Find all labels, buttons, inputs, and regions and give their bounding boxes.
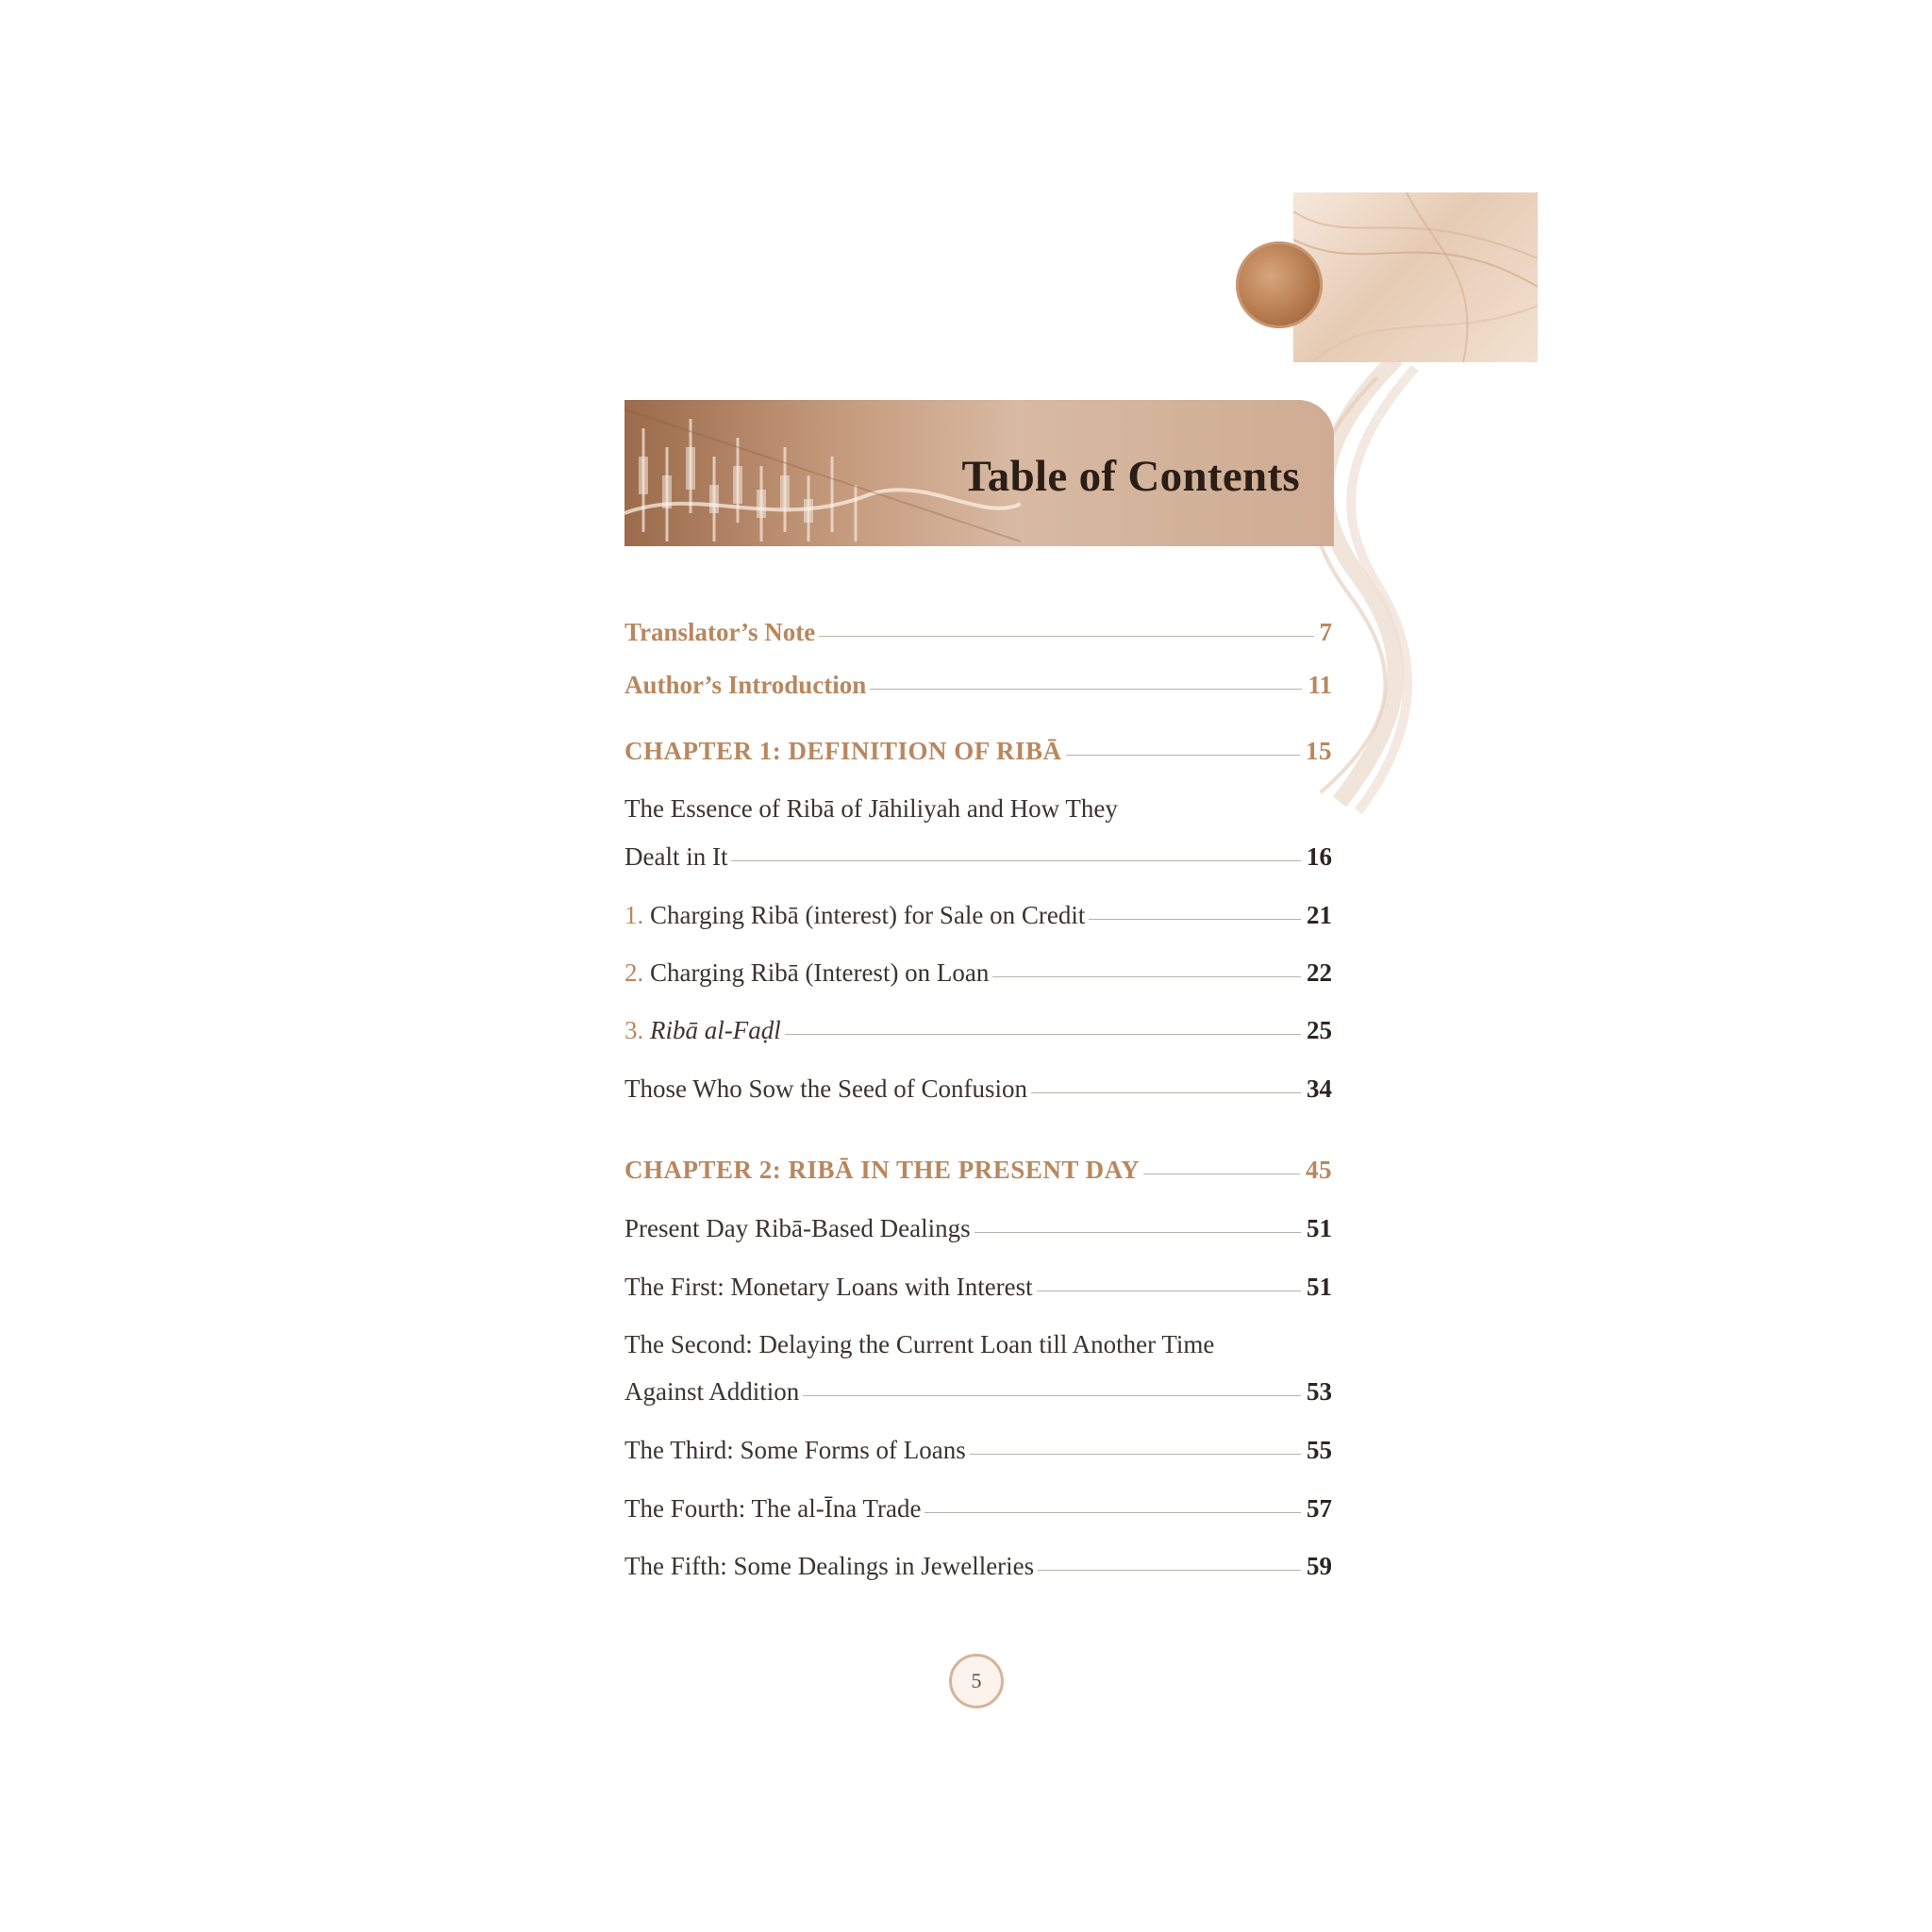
toc-page-number: 34 bbox=[1307, 1074, 1332, 1103]
page-number-badge: 5 bbox=[949, 1654, 1004, 1708]
leader-dots bbox=[1031, 1092, 1301, 1093]
toc-entry-label: The Third: Some Forms of Loans bbox=[625, 1436, 966, 1464]
toc-entry-sow-seed-confusion[interactable] bbox=[625, 1074, 1332, 1104]
toc-entry-label: The Second: Delaying the Current Loan till Another Time bbox=[625, 1330, 1215, 1358]
toc-page-number: 59 bbox=[1307, 1552, 1332, 1580]
toc-entry-the-second[interactable] bbox=[625, 1377, 1332, 1407]
toc-page-number: 21 bbox=[1307, 901, 1332, 929]
toc-entry-riba-al-fadl[interactable] bbox=[625, 1016, 1332, 1045]
leader-dots bbox=[731, 860, 1301, 861]
toc-chapter-label: CHAPTER 2: RIBĀ IN THE PRESENT DAY bbox=[625, 1156, 1141, 1184]
leader-dots bbox=[924, 1512, 1301, 1513]
toc-page-number: 55 bbox=[1307, 1436, 1332, 1464]
toc-entry-authors-introduction[interactable] bbox=[625, 671, 1332, 700]
toc-entry-essence-line1[interactable] bbox=[625, 794, 1332, 824]
toc-entry-present-day-dealings[interactable] bbox=[625, 1214, 1332, 1243]
toc-entry-charging-riba-loan[interactable] bbox=[625, 958, 1332, 988]
toc-page-number: 7 bbox=[1319, 618, 1332, 646]
toc-page-number: 51 bbox=[1307, 1214, 1332, 1242]
decorative-corner-image bbox=[1293, 192, 1538, 362]
toc-page-number: 15 bbox=[1306, 737, 1332, 765]
header-banner bbox=[625, 400, 1334, 546]
toc-entry-label: Against Addition bbox=[625, 1377, 800, 1406]
leader-dots bbox=[1066, 755, 1300, 756]
toc-page-number: 16 bbox=[1307, 842, 1332, 871]
toc-entry-translators-note[interactable] bbox=[625, 618, 1332, 647]
toc-entry-chapter-1[interactable] bbox=[625, 737, 1332, 766]
toc-page-number: 51 bbox=[1307, 1273, 1332, 1301]
toc-page-number: 22 bbox=[1307, 958, 1332, 987]
toc-entry-label: The Fourth: The al-Īna Trade bbox=[625, 1494, 922, 1523]
toc-entry-the-second-line1[interactable] bbox=[625, 1330, 1332, 1359]
leader-dots bbox=[974, 1232, 1301, 1233]
toc-entry-essence[interactable] bbox=[625, 842, 1332, 872]
leader-dots bbox=[1038, 1570, 1301, 1571]
toc-entry-chapter-2[interactable] bbox=[625, 1156, 1332, 1185]
toc-page-number: 25 bbox=[1307, 1016, 1332, 1044]
toc-entry-the-first[interactable] bbox=[625, 1273, 1332, 1302]
page-title: Table of Contents bbox=[961, 452, 1300, 501]
toc-entry-the-fourth[interactable] bbox=[625, 1494, 1332, 1524]
toc-page-number: 53 bbox=[1307, 1377, 1332, 1406]
toc-entry-label: Author’s Introduction bbox=[625, 671, 867, 699]
leader-dots bbox=[992, 976, 1301, 977]
toc-entry-label: Charging Ribā (interest) for Sale on Credit bbox=[650, 901, 1086, 929]
list-number: 3. bbox=[625, 1016, 644, 1044]
toc-entry-label: Ribā al-Faḍl bbox=[650, 1016, 781, 1044]
toc-entry-label: Translator’s Note bbox=[625, 618, 816, 646]
list-number: 1. bbox=[625, 901, 644, 929]
toc-entry-charging-riba-credit[interactable] bbox=[625, 901, 1332, 930]
toc-entry-the-fifth[interactable] bbox=[625, 1552, 1332, 1581]
toc-entry-label: The First: Monetary Loans with Interest bbox=[625, 1273, 1033, 1301]
toc-page-number: 57 bbox=[1307, 1494, 1332, 1523]
toc-entry-label: Dealt in It bbox=[625, 842, 728, 871]
leader-dots bbox=[870, 689, 1302, 690]
toc-chapter-label: CHAPTER 1: DEFINITION OF RIBĀ bbox=[625, 737, 1062, 765]
toc-entry-label: Charging Ribā (Interest) on Loan bbox=[650, 958, 990, 987]
leader-dots bbox=[1089, 919, 1301, 920]
toc-entry-label: The Essence of Ribā of Jāhiliyah and How They bbox=[625, 794, 1118, 823]
toc-page-number: 45 bbox=[1306, 1156, 1332, 1184]
toc-entry-label: Those Who Sow the Seed of Confusion bbox=[625, 1074, 1027, 1103]
toc-page-number: 11 bbox=[1307, 671, 1332, 699]
toc-entry-label: Present Day Ribā-Based Dealings bbox=[625, 1214, 971, 1242]
leader-dots bbox=[819, 636, 1313, 637]
leader-dots bbox=[970, 1454, 1301, 1455]
leader-dots bbox=[785, 1034, 1301, 1035]
list-number: 2. bbox=[625, 958, 644, 987]
coin-icon bbox=[1236, 242, 1323, 328]
toc-entry-the-third[interactable] bbox=[625, 1436, 1332, 1465]
toc-entry-label: The Fifth: Some Dealings in Jewelleries bbox=[625, 1552, 1035, 1580]
leader-dots bbox=[803, 1395, 1301, 1396]
